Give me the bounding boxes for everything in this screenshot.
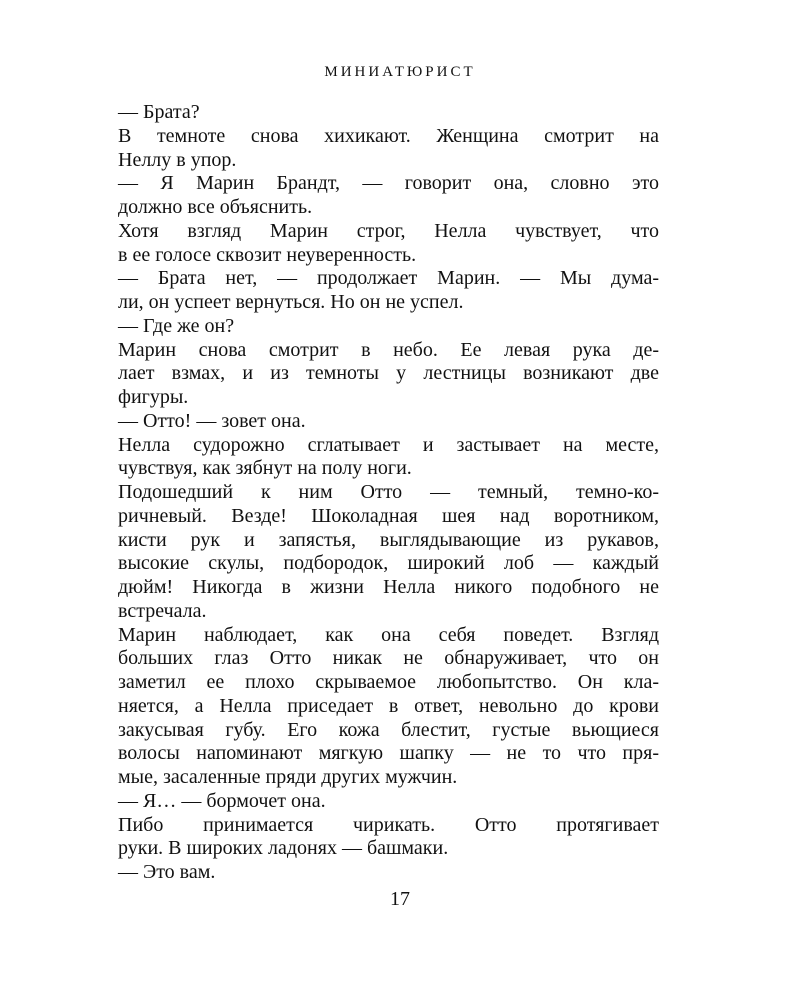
- text-line: ли, он успеет вернуться. Но он не успел.: [118, 291, 464, 313]
- text-line: дюйм! Никогда в жизни Нелла никого подобного не: [118, 576, 659, 598]
- text-line: Марин наблюдает, как она себя поведет. Взгляд: [118, 623, 659, 646]
- text-line: — Отто! — зовет она.: [118, 409, 306, 432]
- body-text: [118, 101, 659, 885]
- text-line: фигуры.: [118, 386, 189, 408]
- text-line: — Я… — бормочет она.: [118, 789, 326, 812]
- text-line: чувствуя, как зябнут на полу ноги.: [118, 457, 412, 480]
- text-line: Пибо принимается чирикать. Отто протягивает: [118, 813, 659, 836]
- text-line: Подошедший к ним Отто — темный, темно-ко-: [118, 481, 659, 503]
- text-line: заметил ее плохо скрываемое любопытство. Он кла-: [118, 671, 659, 693]
- text-line: должно все объяснить.: [118, 196, 313, 218]
- text-line: — Брата?: [118, 101, 200, 123]
- text-line: больших глаз Отто никак не обнаруживает, что он: [118, 647, 659, 670]
- text-line: Неллу в упор.: [118, 148, 237, 171]
- text-line: в ее голосе сквозит неуверенность.: [118, 243, 417, 266]
- text-line: няется, а Нелла приседает в ответ, невольно до крови: [118, 694, 659, 717]
- text-line: закусывая губу. Его кожа блестит, густые вьющиеся: [118, 718, 659, 741]
- text-line: руки. В широких ладонях — башмаки.: [118, 837, 449, 860]
- text-line: высокие скулы, подбородок, широкий лоб — каждый: [118, 552, 659, 575]
- text-line: Нелла судорожно сглатывает и застывает на месте,: [118, 433, 659, 456]
- text-line: — Я Марин Брандт, — говорит она, словно это: [118, 172, 659, 195]
- text-line: встречала.: [118, 599, 207, 622]
- text-line: Марин снова смотрит в небо. Ее левая рука де-: [118, 338, 659, 361]
- text-line: лает взмах, и из темноты у лестницы возникают две: [118, 362, 659, 385]
- text-line: кисти рук и запястья, выглядывающие из рукавов,: [118, 528, 659, 551]
- text-line: — Где же он?: [118, 314, 235, 337]
- text-line: — Брата нет, — продолжает Марин. — Мы дума-: [118, 267, 659, 290]
- text-line: ричневый. Везде! Шоколадная шея над воротником,: [118, 504, 659, 527]
- text-line: волосы напоминают мягкую шапку — не то что пря-: [118, 742, 659, 765]
- text-line: — Это вам.: [118, 861, 216, 883]
- page-number: 17: [390, 888, 410, 910]
- running-head: МИНИАТЮРИСТ: [324, 64, 476, 80]
- text-line: мые, засаленные пряди других мужчин.: [118, 766, 458, 788]
- text-line: В темноте снова хихикают. Женщина смотрит на: [118, 124, 659, 147]
- text-line: Хотя взгляд Марин строг, Нелла чувствует, что: [118, 219, 659, 242]
